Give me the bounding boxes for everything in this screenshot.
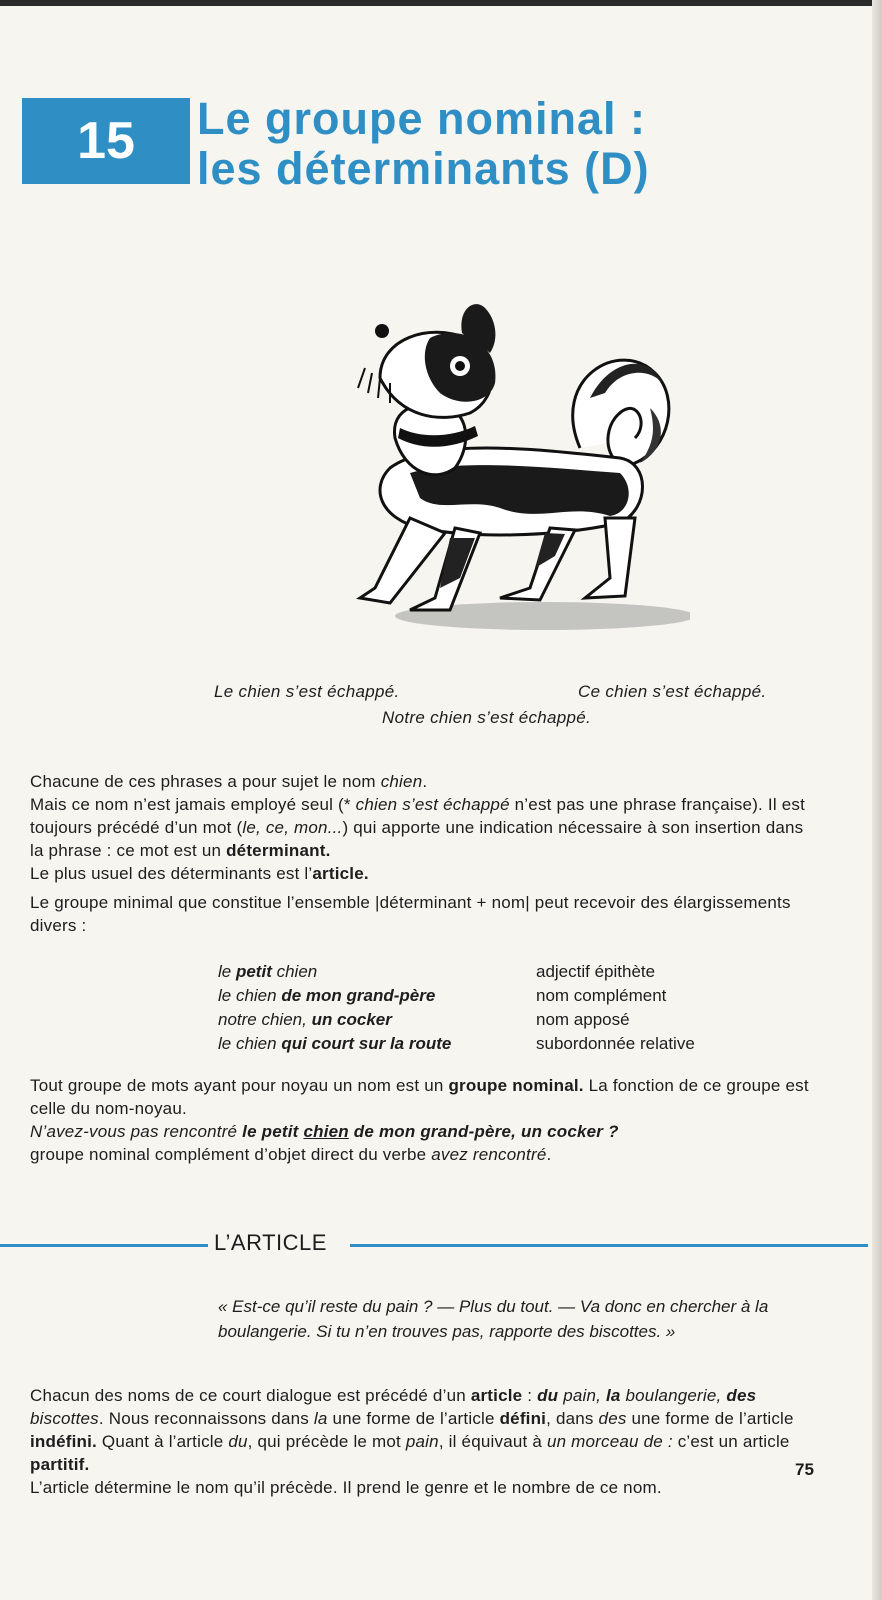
section-divider-right [350,1244,868,1247]
section-divider-left [0,1244,208,1247]
chapter-title [197,94,847,194]
group-paragraph: Le groupe minimal que constitue l’ensemble |déterminant + nom| peut recevoir des élargissements divers : [30,893,791,935]
list-item: notre chien, un cocker nom apposé [218,1008,695,1032]
intro-line-3: Le plus usuel des déterminants est l’article. [30,864,369,883]
nominal-paragraph: Tout groupe de mots ayant pour noyau un nom est un groupe nominal. La fonction de ce groupe est celle du nom-noyau. N’avez-vous pas rencontré le petit chien de mon grand-père, un cocker ? groupe nominal complément d’objet direct du verbe avez rencontré. [30,1076,809,1164]
section-title: L’ARTICLE [214,1230,327,1255]
expansion-description: subordonnée relative [536,1034,695,1053]
expansion-description: adjectif épithète [536,962,656,981]
page-number: 75 [795,1460,814,1479]
chapter-number: 15 [22,98,190,184]
example-sentence-1: Le chien s’est échappé. [214,682,400,701]
expansion-description: nom complément [536,986,667,1005]
dog-illustration-icon [350,298,690,638]
expansion-description: nom apposé [536,1010,630,1029]
article-paragraph: Chacun des noms de ce court dialogue est précédé d’un article : du pain, la boulangerie, des biscottes. Nous reconnaissons dans la une forme de l’article défini, dans des une forme de l’article indéfini. Quant à l’article du, qui précède le mot pain, il équivaut à un morceau de : c’est un article partitif. L’article détermine le nom qu’il précède. Il prend le genre et le nombre de ce nom. [30,1386,794,1497]
chapter-title-line1: Le groupe nominal : [197,93,647,144]
intro-paragraph [30,770,820,937]
example-sentence-3: Notre chien s’est échappé. [382,708,592,727]
page-right-edge [872,0,882,1600]
intro-line-2: Mais ce nom n’est jamais employé seul (* chien s’est échappé n’est pas une phrase française). Il est toujours précédé d’un mot (le, ce, mon...) qui apporte une indication nécessaire à son insertion dans la phrase : ce mot est un déterminant. [30,795,805,860]
expansion-examples [218,960,695,1056]
intro-line-1: Chacune de ces phrases a pour sujet le nom chien. [30,772,428,791]
list-item: le chien de mon grand-père nom complément [218,984,695,1008]
chapter-title-line2: les déterminants (D) [197,143,650,194]
page-top-edge [0,0,882,6]
list-item: le petit chien adjectif épithète [218,960,695,984]
example-sentence-2: Ce chien s’est échappé. [578,682,767,701]
list-item: le chien qui court sur la route subordonnée relative [218,1032,695,1056]
dialogue-quote: « Est-ce qu’il reste du pain ? — Plus du tout. — Va donc en chercher à la boulangerie. Si tu n’en trouves pas, rapporte des biscottes. » [218,1297,769,1341]
